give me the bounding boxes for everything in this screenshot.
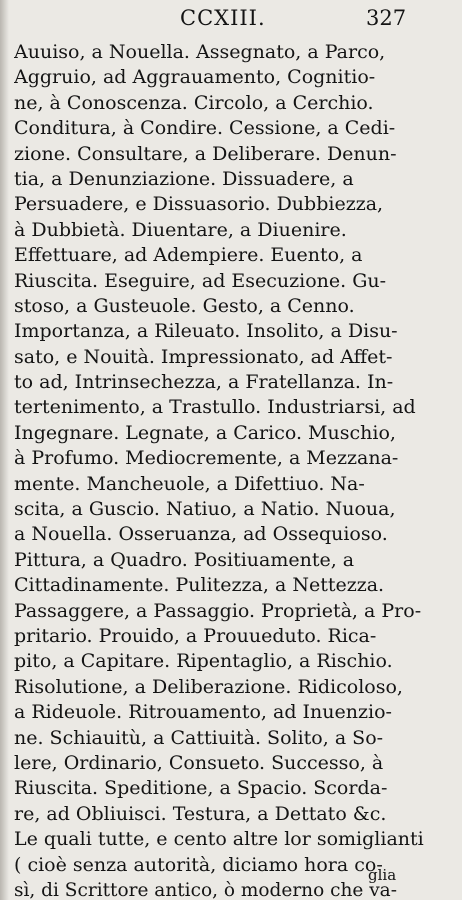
text-line: to ad, Intrinsechezza, a Fratellanza. In- <box>14 371 394 394</box>
running-header <box>0 4 462 40</box>
text-line: à Profumo. Mediocremente, a Mezzana- <box>14 447 399 470</box>
text-line: Riuscita. Speditione, a Spacio. Scorda- <box>14 777 388 800</box>
glossary-text <box>14 40 446 900</box>
text-line: Importanza, a Rileuato. Insolito, a Disu- <box>14 320 398 343</box>
text-line: tia, a Denunziazione. Dissuadere, a <box>14 167 354 190</box>
text-line: sato, e Nouità. Impressionato, ad Affet- <box>14 345 393 368</box>
text-line: pito, a Capitare. Ripentaglio, a Rischio. <box>14 650 393 673</box>
text-line: Auuiso, a Nouella. Assegnato, a Parco, <box>14 41 386 63</box>
text-line: Ingegnare. Legnate, a Carico. Muschio, <box>14 421 396 444</box>
text-line: ne. Schiauitù, a Cattiuità. Solito, a So- <box>14 726 384 749</box>
catchword: glia <box>368 866 397 884</box>
text-line: Persuadere, e Dissuasorio. Dubbiezza, <box>14 193 384 216</box>
text-line: pritario. Prouido, a Prouueduto. Rica- <box>14 624 377 647</box>
text-line: re, ad Obliuisci. Testura, a Dettato &c. <box>14 802 387 825</box>
text-line: ( cioè senza autorità, diciamo hora co- <box>14 853 383 876</box>
text-line: sì, di Scrittore antico, ò moderno che va- <box>14 879 397 900</box>
text-line: Pittura, a Quadro. Positiuamente, a <box>14 548 355 571</box>
text-line: stoso, a Gusteuole. Gesto, a Cenno. <box>14 294 355 317</box>
text-line: ne, à Conoscenza. Circolo, a Cerchio. <box>14 91 374 114</box>
page-number: 327 <box>366 6 407 30</box>
text-line: mente. Mancheuole, a Difettiuo. Na- <box>14 472 365 495</box>
text-line: Passaggere, a Passaggio. Proprietà, a Pro- <box>14 599 422 622</box>
folio-numeral: CCXIII. <box>180 6 266 30</box>
page-gutter-shadow <box>0 0 9 900</box>
text-line: Conditura, à Condire. Cessione, a Cedi- <box>14 117 396 140</box>
text-line: a Rideuole. Ritrouamento, ad Inuenzio- <box>14 701 392 724</box>
text-line: tertenimento, a Trastullo. Industriarsi, ad <box>14 396 416 419</box>
text-line: Risolutione, a Deliberazione. Ridicoloso, <box>14 675 403 698</box>
text-line: scita, a Guscio. Natiuo, a Natio. Nuoua, <box>14 498 396 521</box>
text-line: Effettuare, ad Adempiere. Euento, a <box>14 244 363 267</box>
text-line: Aggruio, ad Aggrauamento, Cognitio- <box>14 66 376 89</box>
text-line: a Nouella. Osseruanza, ad Ossequioso. <box>14 523 388 546</box>
text-line: Le quali tutte, e cento altre lor somiglianti <box>14 828 424 851</box>
text-line: zione. Consultare, a Deliberare. Denun- <box>14 142 397 165</box>
text-line: Riuscita. Eseguire, ad Esecuzione. Gu- <box>14 269 387 292</box>
text-line: lere, Ordinario, Consueto. Successo, à <box>14 751 384 774</box>
text-line: Cittadinamente. Pulitezza, a Nettezza. <box>14 574 385 597</box>
text-line: à Dubbietà. Diuentare, a Diuenire. <box>14 218 347 241</box>
